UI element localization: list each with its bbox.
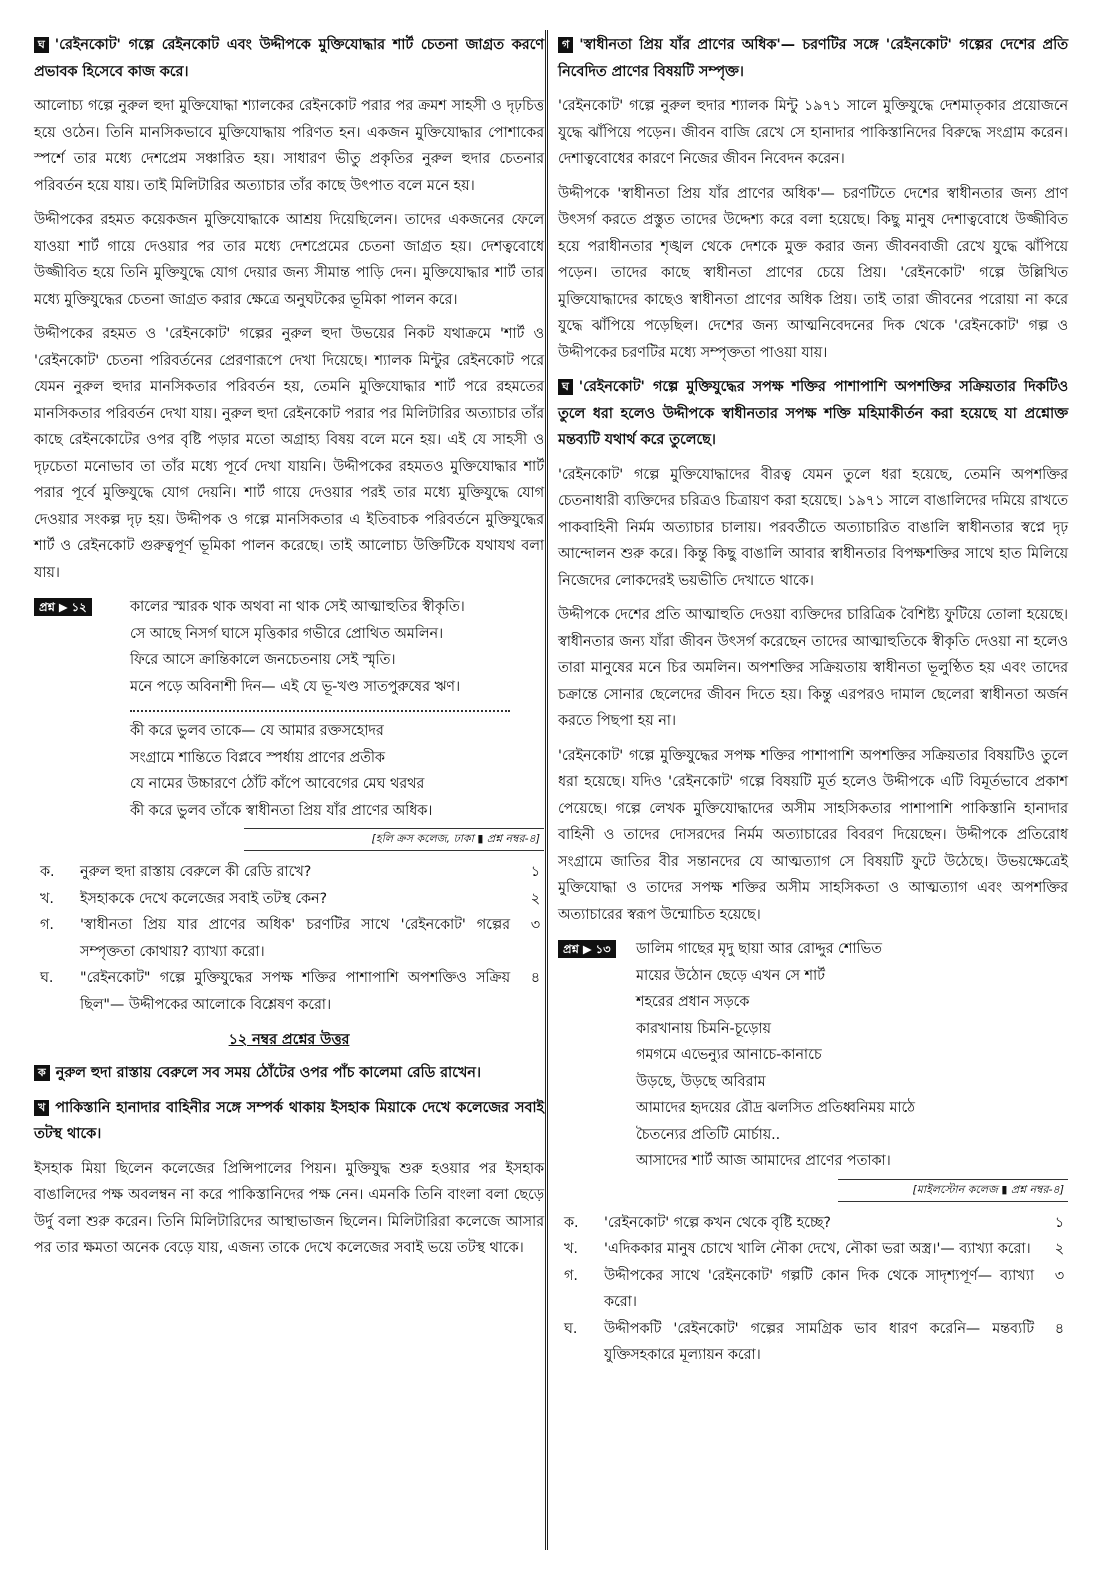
answer-gha-lead: ঘ 'রেইনকোট' গল্পে রেইনকোট এবং উদ্দীপকে মুক্তিযোদ্ধার শার্ট চেতনা জাগ্রত করণে প্রভাবক হিসেবে কাজ করে। — [34, 37, 544, 80]
answer-ga-lead: গ 'স্বাধীনতা প্রিয় যাঁর প্রাণের অধিক'— চরণটির সঙ্গে 'রেইনকোট' গল্পের দেশের প্রতি নিবেদিত প্রাণের বিষয়টি সম্পৃক্ত। — [558, 37, 1068, 80]
answer-ka: ক নুরুল হুদা রাস্তায় বেরুলে সব সময় ঠোঁটের ওপর পাঁচ কালেমা রেডি রাখেন। — [34, 1060, 544, 1087]
poem-line: সে আছে নিসর্গ ঘাসে মৃত্তিকার গভীরে প্রোথিত অমলিন। — [130, 625, 444, 642]
question-item: ক. 'রেইনকোট' গল্পে কখন থেকে বৃষ্টি হচ্ছে? ১ — [564, 1214, 1064, 1231]
poem-line: কী করে ভুলব তাঁকে স্বাধীনতা প্রিয় যাঁর প্রাণের অধিক। — [130, 802, 433, 819]
column-divider — [545, 30, 548, 1550]
poem-line: গমগমে এভেন্যুর আনাচে-কানাচে — [636, 1047, 822, 1063]
question-item: খ. 'এদিককার মানুষ চোখে খালি নৌকা দেখে, নৌকা ভরা অস্ত্র।'— ব্যাখ্যা করো। ২ — [564, 1241, 1064, 1257]
answer-kha-lead: খ পাকিস্তানি হানাদার বাহিনীর সঙ্গে সম্পর্ক থাকায় ইসহাক মিয়াকে দেখে কলেজের সবাই তটস্থ থাকে। — [34, 1099, 544, 1142]
poem-line: কারখানায় চিমনি-চূড়োয় — [636, 1020, 771, 1037]
question-item: ঘ. উদ্দীপকটি 'রেইনকোট' গল্পের সামগ্রিক ভাব ধারণ করেনি— মন্তব্যটি যুক্তিসহকারে মূল্যায়ন করো। ৪ — [564, 1320, 1064, 1363]
poem-line: মনে পড়ে অবিনাশী দিন— এই যে ভূ-খণ্ড সাতপুরুষের ঋণ। — [130, 678, 461, 695]
question-13-items — [558, 1210, 1068, 1369]
poem-line: কী করে ভুলব তাকে— যে আমার রক্তসহোদর — [130, 723, 384, 739]
question-item: ঘ. "রেইনকোট" গল্পে মুক্তিযুদ্ধের সপক্ষ শক্তির পাশাপাশি অপশক্তিও সক্রিয় ছিল"— উদ্দীপকের আলোকে বিশ্লেষণ করো। ৪ — [40, 970, 540, 1013]
poem-line: ফিরে আসে ক্রান্তিকালে জনচেতনায় সেই স্মৃতি। — [130, 652, 396, 668]
answer-tag-gha: ঘ — [558, 379, 573, 395]
poem-line: আমাদের হৃদয়ের রৌদ্র ঝলসিত প্রতিধ্বনিময় মাঠে — [636, 1100, 915, 1116]
answer-12-heading: ১২ নম্বর প্রশ্নের উত্তর — [228, 1032, 350, 1048]
poem-line: সংগ্রামে শান্তিতে বিপ্লবে স্পর্ধায় প্রাণের প্রতীক — [130, 749, 385, 766]
poem-line: যে নামের উচ্চারণে ঠোঁট কাঁপে আবেগের মেঘ থরথর — [130, 776, 425, 792]
poem-line: শহরের প্রধান সড়কে — [636, 994, 750, 1010]
paragraph: উদ্দীপকের রহমত কয়েকজন মুক্তিযোদ্ধাকে আশ্রয় দিয়েছিলেন। তাদের একজনের ফেলে যাওয়া শার্ট গায়ে দেওয়ার পর তার মধ্যে দেশপ্রেমের চেতনা জাগ্রত হয়। দেশত্ববোধে উজ্জীবিত হয়ে তিনি মুক্তিযুদ্ধে যোগ দেয়ার জন্য সীমান্ত পাড়ি দেন। মুক্তিযোদ্ধার শার্ট তার মধ্যে মুক্তিযুদ্ধের চেতনা জাগ্রত করার ক্ষেত্রে অনুঘটকের ভূমিকা পালন করে। — [34, 212, 544, 308]
poem-12-stanza-2 — [130, 718, 544, 824]
answer-tag-gha: ঘ — [34, 37, 49, 53]
right-column — [558, 32, 1068, 1379]
question-12-stimulus — [34, 594, 544, 824]
poem-line: কালের স্মারক থাক অথবা না থাক সেই আত্মাহুতির স্বীকৃতি। — [130, 599, 465, 615]
question-12-tag: প্রশ্ন ▶ ১২ — [34, 598, 92, 616]
question-12-items — [34, 859, 544, 1018]
paragraph: ইসহাক মিয়া ছিলেন কলেজের প্রিন্সিপালের পিয়ন। মুক্তিযুদ্ধ শুরু হওয়ার পর ইসহাক বাঙালিদের পক্ষ অবলম্বন না করে পাকিস্তানিদের পক্ষ নেন। এমনকি তিনি বাংলা বলা ছেড়ে উর্দু বলা শুরু করেন। তিনি মিলিটারিদের আস্থাভাজন ছিলেন। মিলিটারিরা কলেজে আসার পর তার ক্ষমতা অনেক বেড়ে যায়, এজন্য তাকে দেখে কলেজের সবাই ভয়ে তটস্থ থাকে। — [34, 1160, 544, 1256]
poem-line: ডালিম গাছের মৃদু ছায়া আর রোদ্দুর শোভিত — [636, 941, 882, 957]
answer-tag-kha: খ — [34, 1100, 49, 1116]
question-item: গ. উদ্দীপকের সাথে 'রেইনকোট' গল্পটি কোন দিক থেকে সাদৃশ্যপূর্ণ— ব্যাখ্যা করো। ৩ — [564, 1267, 1064, 1310]
answer-gha-lead: ঘ 'রেইনকোট' গল্পে মুক্তিযুদ্ধের সপক্ষ শক্তির পাশাপাশি অপশক্তির সক্রিয়তার দিকটিও তুলে ধরা হলেও উদ্দীপকে স্বাধীনতার সপক্ষ শক্তি মহিমাকীর্তন করা হয়েছে যা প্রশ্নোক্ত মন্তব্যটি যথার্থ করে তুলেছে। — [558, 379, 1068, 448]
paragraph: উদ্দীপকে দেশের প্রতি আত্মাহুতি দেওয়া ব্যক্তিদের চারিত্রিক বৈশিষ্ট্য ফুটিয়ে তোলা হয়েছে। স্বাধীনতার জন্য যাঁরা জীবন উৎসর্গ করেছেন তাদের আত্মাহুতিকে স্বীকৃতি দেওয়া না হলেও তারা মানুষের মনে চির অমলিন। অপশক্তির সক্রিয়তায় স্বাধীনতা ভূলুণ্ঠিত হয় এবং তাদের চক্রান্তে সোনার ছেলেদের জীবন দিতে হয়। কিন্তু এরপরও দামাল ছেলেরা স্বাধীনতা অর্জন করতে পিছপা হয় না। — [558, 607, 1068, 729]
dotted-separator — [130, 710, 510, 712]
paragraph: উদ্দীপকের রহমত ও 'রেইনকোট' গল্পের নুরুল হুদা উভয়ের নিকট যথাক্রমে 'শার্ট ও 'রেইনকোট' চেতনা পরিবর্তনের প্রেরণারূপে দেখা দিয়েছে। শ্যালক মিন্টুর রেইনকোট পরে যেমন নুরুল হুদার মানসিকতার পরিবর্তন হয়, তেমনি মুক্তিযোদ্ধার শার্ট পরে রহমতের মানসিকতার পরিবর্তন দেখা যায়। নুরুল হুদা রেইনকোট পরার পর মিলিটারির অত্যাচার তাঁর কাছে রেইনকোটের ওপর বৃষ্টি পড়ার মতো অগ্রাহ্য বিষয় বলে মনে হয়। এই যে সাহসী ও দৃঢ়চেতা মনোভাব তা তাঁর মধ্যে পূর্বে দেখা যায়নি। উদ্দীপকের রহমতও মুক্তিযোদ্ধার শার্ট পরার পূর্বে মুক্তিযুদ্ধে যোগ দেয়নি। শার্ট গায়ে দেওয়ার পরই তার মধ্যে মুক্তিযুদ্ধে যোগ দেওয়ার সংকল্প দৃঢ় হয়। উদ্দীপক ও গল্পে মানসিকতার এ ইতিবাচক পরিবর্তনে মুক্তিযুদ্ধের শার্ট ও রেইনকোট গুরুত্বপূর্ণ ভূমিকা পালন করেছে। তাই আলোচ্য উক্তিটিকে যথাযথ বলা যায়। — [34, 326, 544, 581]
question-13-source: [মাইলস্টোন কলেজ ▮ প্রশ্ন নম্বর-৪] — [838, 1179, 1068, 1202]
paragraph: 'রেইনকোট' গল্পে মুক্তিযোদ্ধাদের বীরত্ব যেমন তুলে ধরা হয়েছে, তেমনি অপশক্তির চেতনাধারী ব্যক্তিদের চরিত্রও চিত্রায়ণ করা হয়েছে। ১৯৭১ সালে বাঙালিদের দমিয়ে রাখতে পাকবাহিনী নির্মম অত্যাচার চালায়। পরবর্তীতে অত্যাচারিত বাঙালি স্বাধীনতার স্বপ্নে দৃঢ় আন্দোলন শুরু করে। কিন্তু কিছু বাঙালি আবার স্বাধীনতার বিপক্ষশক্তির সাথে হাত মিলিয়ে নিজেদের লোকদেরই ভয়ভীতি দেখাতে থাকে। — [558, 466, 1068, 589]
answer-tag-ga: গ — [558, 37, 573, 53]
question-item: ক. নুরুল হুদা রাস্তায় বেরুলে কী রেডি রাখে? ১ — [40, 864, 540, 880]
poem-line: চৈতন্যের প্রতিটি মোর্চায়.. — [636, 1126, 781, 1143]
paragraph: উদ্দীপকে 'স্বাধীনতা প্রিয় যাঁর প্রাণের অধিক'— চরণটিতে দেশের স্বাধীনতার জন্য প্রাণ উৎসর্গ করতে প্রস্তুত তাদের উদ্দেশ্য করে বলা হয়েছে। কিছু মানুষ দেশাত্ববোধে উজ্জীবিত হয়ে পরাধীনতার শৃঙ্খল থেকে দেশকে মুক্ত করার জন্য জীবনবাজী রেখে যুদ্ধে ঝাঁপিয়ে পড়েন। তাদের কাছে স্বাধীনতা প্রাণের চেয়ে প্রিয়। 'রেইনকোট' গল্পে উল্লিখিত মুক্তিযোদ্ধাদের কাছেও স্বাধীনতা প্রাণের অধিক প্রিয়। তাই তারা জীবনের পরোয়া না করে যুদ্ধে ঝাঁপিয়ে পড়েছিল। দেশের জন্য আত্মনিবেদনের দিক থেকে 'রেইনকোট' গল্প ও উদ্দীপকের চরণটির মধ্যে সম্পৃক্ততা পাওয়া যায়। — [558, 185, 1068, 361]
poem-13 — [636, 936, 1068, 1175]
poem-line: মায়ের উঠোন ছেড়ে এখন সে শার্ট — [636, 967, 825, 984]
question-item: গ. 'স্বাধীনতা প্রিয় যার প্রাণের অধিক' চরণটির সাথে 'রেইনকোট' গল্পের সম্পৃক্ততা কোথায়? ব্যাখ্যা করো। ৩ — [40, 917, 540, 960]
paragraph: 'রেইনকোট' গল্পে মুক্তিযুদ্ধের সপক্ষ শক্তির পাশাপাশি অপশক্তির সক্রিয়তার বিষয়টিও তুলে ধরা হয়েছে। যদিও 'রেইনকোট' গল্পে বিষয়টি মূর্ত হলেও উদ্দীপকে এটি বিমূর্তভাবে প্রকাশ পেয়েছে। গল্পে লেখক মুক্তিযোদ্ধাদের অসীম সাহসিকতার পাশাপাশি পাকিস্তানি হানাদার বাহিনী ও তাদের দোসরদের নির্মম অত্যাচারের বিবরণ দিয়েছেন। উদ্দীপকে প্রতিরোধ সংগ্রামে জাতির বীর সন্তানদের যে আত্মত্যাগ সে বিষয়টি ফুটে উঠেছে। উভয়ক্ষেত্রেই মুক্তিযোদ্ধা ও তাদের সপক্ষ শক্তির অসীম সাহসিকতা ও আত্মত্যাগ এবং অপশক্তির অত্যাচারের স্বরূপ উন্মোচিত হয়েছে। — [558, 747, 1068, 923]
paragraph: 'রেইনকোট' গল্পে নুরুল হুদার শ্যালক মিন্টু ১৯৭১ সালে মুক্তিযুদ্ধে দেশমাতৃকার প্রয়োজনে যুদ্ধে ঝাঁপিয়ে পড়েন। জীবন বাজি রেখে সে হানাদার পাকিস্তানিদের বিরুদ্ধে সংগ্রাম করেন। দেশাত্ববোধের কারণে নিজের জীবন নিবেদন করেন। — [558, 98, 1068, 167]
poem-12-stanza-1 — [130, 594, 544, 700]
left-column — [34, 32, 544, 1270]
question-13-tag: প্রশ্ন ▶ ১৩ — [558, 940, 616, 958]
poem-line: আসাদের শার্ট আজ আমাদের প্রাণের পতাকা। — [636, 1153, 891, 1169]
answer-tag-ka: ক — [34, 1065, 50, 1081]
question-item: খ. ইসহাককে দেখে কলেজের সবাই তটস্থ কেন? ২ — [40, 890, 540, 907]
question-12-source: [হলি ক্রস কলেজ, ঢাকা ▮ প্রশ্ন নম্বর-৪] — [244, 828, 544, 851]
poem-line: উড়ছে, উড়ছে অবিরাম — [636, 1073, 766, 1090]
question-13-stimulus — [558, 936, 1068, 1175]
paragraph: আলোচ্য গল্পে নুরুল হুদা মুক্তিযোদ্ধা শ্যালকের রেইনকোট পরার পর ক্রমশ সাহসী ও দৃঢ়চিত্ত হয়ে ওঠেন। তিনি মানসিকভাবে মুক্তিযোদ্ধায় পরিণত হন। একজন মুক্তিযোদ্ধার পোশাকের স্পর্শে তার মধ্যে দেশপ্রেম সঞ্চারিত হয়। সাধারণ ভীতু প্রকৃতির নুরুল হুদার চেতনার পরিবর্তন হয়ে যায়। তাই মিলিটারির অত্যাচার তাঁর কাছে উৎপাত বলে মনে হয়। — [34, 98, 544, 194]
